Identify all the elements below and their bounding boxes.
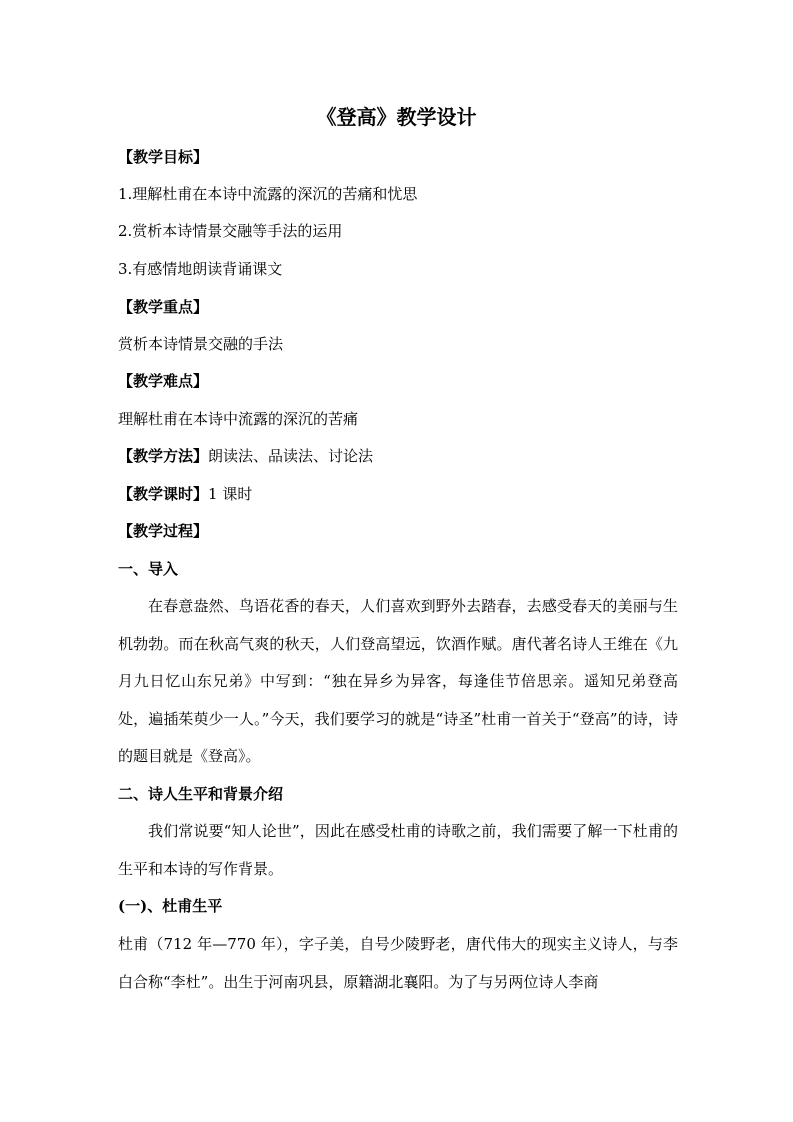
section2-paragraph: 我们常说要“知人论世”，因此在感受杜甫的诗歌之前，我们需要了解一下杜甫的生平和本诗的写作背景。 — [118, 822, 678, 878]
goal-item-3: 3.有感情地朗读背诵课文 — [118, 260, 283, 278]
hours-heading: 【教学课时】 — [118, 485, 209, 503]
method-heading: 【教学方法】 — [118, 447, 209, 465]
difficulty-heading: 【教学难点】 — [118, 372, 209, 390]
sub1-heading: (一)、杜甫生平 — [118, 897, 223, 915]
goals-heading: 【教学目标】 — [118, 148, 209, 166]
key-heading: 【教学重点】 — [118, 298, 209, 316]
section1-heading: 一、导入 — [118, 560, 179, 578]
method-line — [118, 445, 373, 467]
document-title: 《登高》教学设计 — [316, 105, 477, 129]
difficulty-text: 理解杜甫在本诗中流露的深沉的苦痛 — [118, 410, 359, 428]
sub1-paragraph: 杜甫（712 年—770 年），字子美，自号少陵野老，唐代伟大的现实主义诗人，与李白合称“李杜”。出生于河南巩县，原籍湖北襄阳。为了与另两位诗人李商 — [118, 935, 678, 991]
goal-item-1: 1.理解杜甫在本诗中流露的深沉的苦痛和忧思 — [118, 185, 418, 203]
section2-heading: 二、诗人生平和背景介绍 — [118, 785, 284, 803]
process-heading: 【教学过程】 — [118, 522, 209, 540]
hours-text: 1 课时 — [208, 485, 253, 503]
method-text: 朗读法、品读法、讨论法 — [208, 447, 374, 465]
hours-line — [118, 483, 252, 505]
key-text: 赏析本诗情景交融的手法 — [118, 335, 284, 353]
section1-paragraph: 在春意盎然、鸟语花香的春天，人们喜欢到野外去踏春，去感受春天的美丽与生机勃勃。而在秋高气爽的秋天，人们登高望远，饮酒作赋。唐代著名诗人王维在《九月九日忆山东兄弟》中写到：“独在异乡为异客，每逢佳节倍思亲。遥知兄弟登高处，遍插茱萸少一人。”今天，我们要学习的就是“诗圣”杜甫一首关于“登高”的诗，诗的题目就是《登高》。 — [118, 597, 678, 765]
goal-item-2: 2.赏析本诗情景交融等手法的运用 — [118, 222, 343, 240]
